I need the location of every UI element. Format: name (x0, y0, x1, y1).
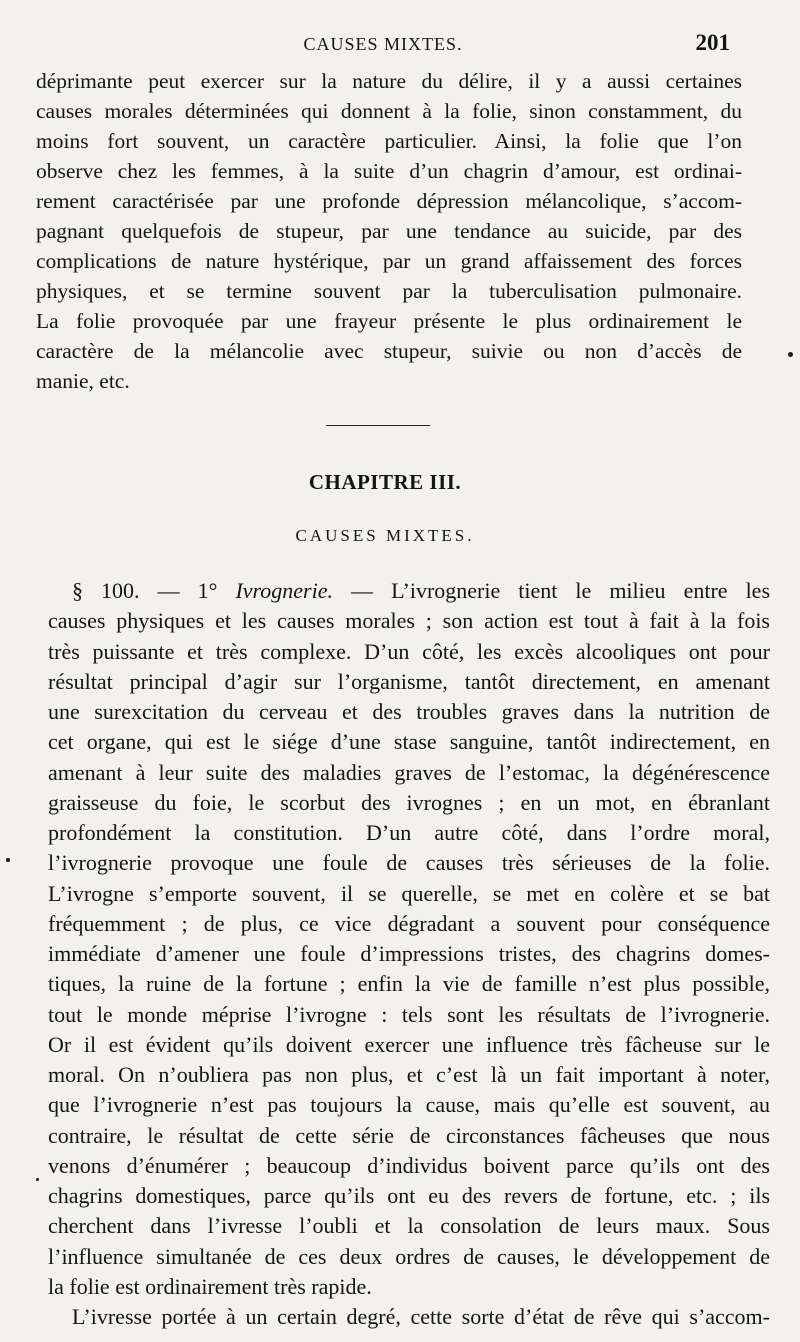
text-line: manie, etc. (36, 369, 130, 393)
ink-speck (6, 858, 10, 862)
text-line: observe chez les femmes, à la suite d’un chagrin d’amour, est ordinai- (36, 159, 742, 183)
text-line: venons d’énumérer ; beaucoup d’individus boivent parce qu’ils ont des (48, 1152, 770, 1178)
text-line: déprimante peut exercer sur la nature du délire, il y a aussi certaines (36, 69, 742, 93)
ink-speck (788, 352, 793, 357)
text-line: causes morales déterminées qui donnent à la folie, sinon constamment, du (36, 99, 742, 123)
section-divider (326, 425, 430, 426)
section-number: § 100. — 1° (72, 578, 218, 603)
text-line: contraire, le résultat de cette série de circonstances fâcheuses que nous (48, 1122, 770, 1148)
text-line: Or il est évident qu’ils doivent exercer une influence très fâcheuse sur le (48, 1031, 770, 1057)
text-line: une surexcitation du cerveau et des troubles graves dans la nutrition de (48, 699, 770, 724)
text-line: très puissante et très complexe. D’un côté, les excès alcooliques ont pour (48, 638, 770, 664)
text-line: L’ivrogne s’emporte souvent, il se querelle, se met en colère et se bat (48, 880, 770, 906)
ink-speck (36, 1178, 39, 1181)
paragraph-ivrognerie (48, 576, 770, 1332)
text-line: tout le monde méprise l’ivrogne : tels sont les résultats de l’ivrognerie. (48, 1001, 770, 1027)
text-line: amenant à leur suite des maladies graves de l’estomac, la dégénérescence (48, 759, 770, 785)
text-line: causes physiques et les causes morales ; son action est tout à fait à la fois (48, 608, 770, 634)
text-line: l’influence simultanée de ces deux ordres de causes, le développement de (48, 1243, 770, 1269)
text-line: moins fort souvent, un caractère particulier. Ainsi, la folie que l’on (36, 129, 742, 153)
chapter-title: CHAPITRE III. (308, 470, 462, 494)
text-line: fréquemment ; de plus, ce vice dégradant a souvent pour conséquence (48, 910, 770, 936)
text-line: profondément la constitution. D’un autre côté, dans l’ordre moral, (48, 820, 770, 845)
section-title: CAUSES MIXTES. (295, 526, 475, 545)
running-head: CAUSES MIXTES. (303, 34, 463, 54)
text-line: résultat principal d’agir sur l’organisme, tantôt directement, en amenant (48, 668, 770, 694)
page-number: 201 (695, 30, 730, 55)
text-line: l’ivrognerie provoque une foule de causes très sérieuses de la folie. (48, 850, 770, 876)
text-line: complications de nature hystérique, par un grand affaissement des forces (36, 249, 742, 273)
text-line: moral. On n’oubliera pas non plus, et c’est là un fait important à noter, (48, 1062, 770, 1087)
text-line: cet organe, qui est le siége d’une stase sanguine, tantôt indirectement, en (48, 729, 770, 755)
paragraph-continued (36, 66, 742, 396)
text-line: que l’ivrognerie n’est pas toujours la cause, mais qu’elle est souvent, au (48, 1092, 770, 1118)
text-line: la folie est ordinairement très rapide. (48, 1273, 372, 1299)
text-line: rement caractérisée par une profonde dépression mélancolique, s’accom- (36, 189, 742, 213)
page-header (36, 30, 730, 60)
text-line: pagnant quelquefois de stupeur, par une tendance au suicide, par des (36, 219, 742, 243)
text-line: chagrins domestiques, parce qu’ils ont eu des revers de fortune, etc. ; ils (48, 1183, 770, 1208)
text-line: cherchent dans l’ivresse l’oubli et la consolation de leurs maux. Sous (48, 1213, 770, 1239)
text-line: graisseuse du foie, le scorbut des ivrognes ; en un mot, en ébranlant (48, 789, 770, 815)
opening-text: — L’ivrognerie tient le milieu entre les (351, 578, 770, 603)
text-line: physiques, et se termine souvent par la tuberculisation pulmonaire. (36, 279, 742, 303)
section-heading: Ivrognerie. (235, 578, 333, 603)
next-paragraph-line: L’ivresse portée à un certain degré, cette sorte d’état de rêve qui s’accom- (72, 1304, 770, 1329)
text-line: tiques, la ruine de la fortune ; enfin la vie de famille n’est plus possible, (48, 971, 770, 997)
text-line: caractère de la mélancolie avec stupeur, suivie ou non d’accès de (36, 339, 742, 363)
text-line: La folie provoquée par une frayeur présente le plus ordinairement le (36, 309, 742, 333)
text-line: immédiate d’amener une foule d’impressions tristes, des chagrins domes- (48, 941, 770, 966)
paragraph-opening-line (48, 576, 770, 606)
